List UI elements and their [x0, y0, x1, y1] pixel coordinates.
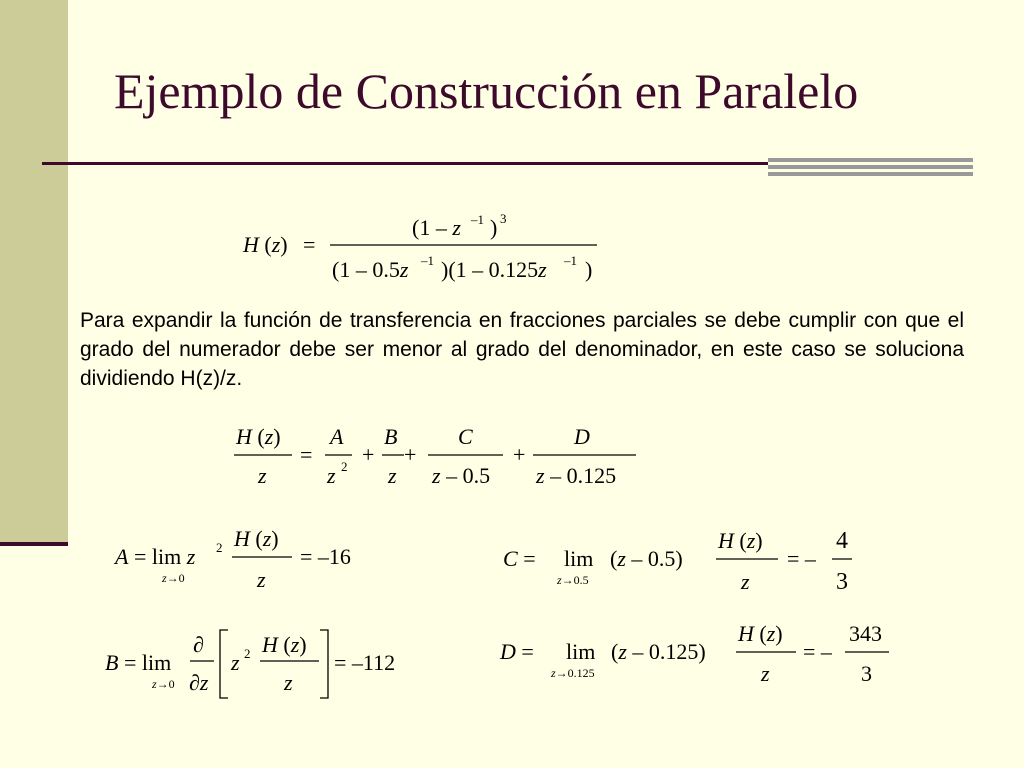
svg-text:= –112: = –112 [334, 650, 396, 675]
svg-text:∂z: ∂z [189, 670, 209, 695]
svg-text:3: 3 [836, 569, 848, 595]
svg-text:A: A [330, 424, 344, 449]
svg-text:(z – 0.125): (z – 0.125) [611, 639, 706, 664]
svg-text:lim: lim [564, 546, 594, 571]
svg-text:C =: C = [503, 546, 536, 571]
equation-coefficient-c [503, 528, 852, 595]
explanation-paragraph: Para expandir la función de transferencia en fracciones parciales se debe cumplir con que el grado del numerador debe ser menor al grado del denominador, en este caso se soluciona dividiendo H(z)/z. [80, 309, 964, 390]
svg-text:z→0.125: z→0.125 [551, 666, 595, 680]
svg-text:C: C [458, 424, 473, 449]
svg-text:–1: –1 [471, 212, 484, 227]
svg-text:z: z [741, 569, 750, 594]
svg-text:z: z [327, 463, 336, 488]
svg-text:–1: –1 [421, 253, 434, 268]
svg-text:4: 4 [836, 528, 848, 554]
svg-text:z: z [258, 463, 267, 488]
svg-text:)(1 – 0.125z: )(1 – 0.125z [441, 257, 547, 282]
svg-text:H (z): H (z) [236, 424, 281, 449]
svg-text:z: z [284, 670, 293, 695]
svg-text:z: z [761, 661, 770, 686]
svg-text:∂: ∂ [193, 632, 204, 657]
svg-text:2: 2 [244, 646, 251, 661]
equation-coefficient-a [113, 526, 351, 592]
svg-text:B = lim: B = lim [105, 650, 172, 675]
svg-text:2: 2 [216, 540, 223, 555]
svg-text:= –: = – [803, 639, 832, 664]
svg-text:2: 2 [341, 459, 348, 474]
svg-text:z→0.5: z→0.5 [557, 573, 589, 587]
svg-text:H (z): H (z) [738, 621, 783, 646]
svg-text:z: z [257, 567, 266, 592]
svg-text:(z – 0.5): (z – 0.5) [610, 546, 683, 571]
svg-text:H (z): H (z) [234, 526, 279, 551]
svg-text:(1 – z: (1 – z [412, 215, 461, 240]
svg-text:z – 0.125: z – 0.125 [536, 463, 617, 488]
svg-text:H (z): H (z) [262, 632, 307, 657]
svg-text:= –: = – [787, 546, 816, 571]
equation-coefficient-d [499, 621, 889, 686]
equation-transfer-function [242, 211, 597, 282]
svg-text:=: = [300, 442, 313, 467]
svg-text:): ) [585, 257, 593, 282]
svg-text:z – 0.5: z – 0.5 [432, 463, 491, 488]
svg-text:D =: D = [500, 639, 534, 664]
svg-text:D: D [574, 424, 590, 449]
svg-text:z→0: z→0 [162, 571, 185, 585]
svg-text:= –16: = –16 [300, 544, 351, 569]
svg-text:+: + [513, 442, 526, 467]
equation-partial-fractions [234, 424, 636, 488]
svg-text:+: + [404, 442, 417, 467]
equation-coefficient-b [105, 630, 395, 698]
svg-text:z: z [231, 650, 240, 675]
svg-text:A = lim z: A = lim z [115, 544, 196, 569]
svg-text:H (z): H (z) [718, 528, 763, 553]
slide-title: Ejemplo de Construcción en Paralelo [114, 63, 859, 119]
svg-text:3: 3 [500, 211, 507, 226]
svg-text:–1: –1 [564, 253, 577, 268]
svg-text:lim: lim [566, 639, 596, 664]
svg-text:343: 343 [849, 621, 882, 646]
svg-text:(1 – 0.5z: (1 – 0.5z [332, 257, 409, 282]
svg-text:z: z [388, 463, 397, 488]
svg-text:z→0: z→0 [152, 677, 175, 691]
svg-text:+: + [362, 442, 375, 467]
svg-text:=: = [303, 232, 316, 257]
svg-text:B: B [384, 424, 398, 449]
svg-text:3: 3 [861, 661, 872, 686]
svg-text:): ) [490, 215, 498, 240]
svg-text:H (z): H (z) [243, 232, 288, 257]
